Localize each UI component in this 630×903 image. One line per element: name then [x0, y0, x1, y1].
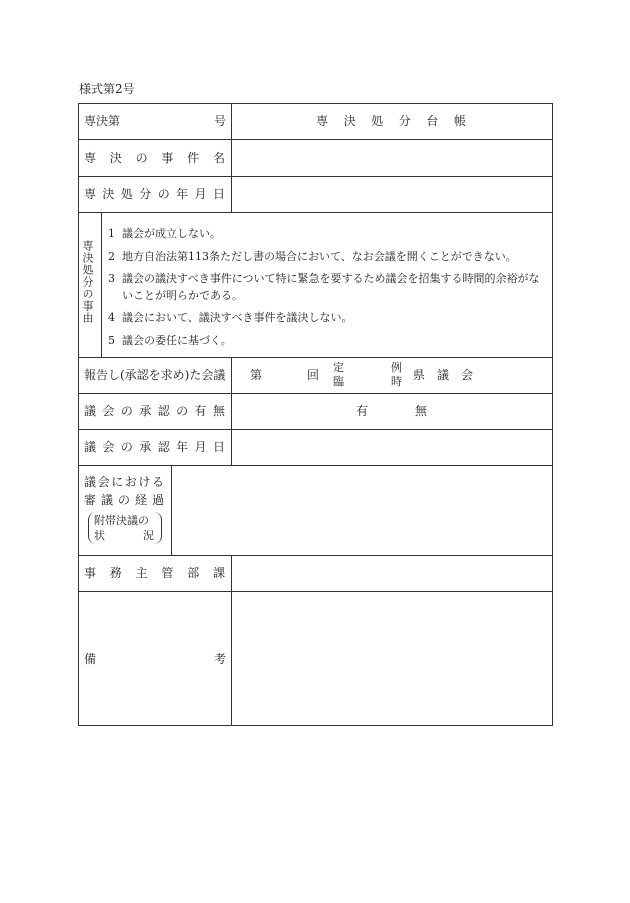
number-suffix: 号	[214, 114, 227, 128]
ledger-title	[316, 115, 466, 127]
report-meeting-label: 報告し(承認を求め)た会議	[84, 368, 226, 382]
approval-no[interactable]: 無	[415, 404, 428, 418]
reason-item[interactable]: 2 地方自治法第113条ただし書の場合において、なお会議を開くことができない。	[108, 249, 517, 263]
deliberation-label-line1: 議 会 に お け る	[84, 475, 164, 489]
approval-yes[interactable]: 有	[356, 404, 369, 418]
session-rinji[interactable]: 臨	[333, 375, 344, 388]
reason-item[interactable]: 4 議会において、議決すべき事件を議決しない。	[108, 311, 353, 324]
title-char: 処	[371, 114, 384, 128]
approval-date-field[interactable]	[232, 430, 552, 465]
remarks-label-left: 備	[84, 652, 97, 666]
number-prefix: 専決第	[84, 114, 121, 128]
session-teiji[interactable]: 定	[333, 361, 344, 374]
remarks-label-right: 考	[214, 652, 227, 666]
deliberation-label-line2: 審 議 の 経 過	[84, 493, 164, 507]
session-dai: 第	[250, 368, 263, 382]
title-char: 分	[398, 114, 411, 128]
disposal-date-field[interactable]	[232, 177, 552, 212]
reason-list	[108, 226, 548, 355]
title-char: 台	[426, 114, 439, 128]
session-ji: 時	[391, 375, 402, 388]
session-kai: 回	[307, 368, 320, 382]
reason-item[interactable]: 3 議会の議決すべき事件について特に緊急を要するため議会を招集する時間的余裕がないことが明らかである。	[108, 272, 540, 302]
department-field[interactable]	[232, 556, 552, 591]
department-label: 事 務 主 管 部 課	[84, 566, 225, 580]
session-rei: 例	[391, 361, 402, 374]
row-divider	[78, 393, 553, 394]
disposal-date-label: 専 決 処 分 の 年 月 日	[84, 187, 225, 201]
col-divider	[101, 212, 102, 357]
deliberation-field[interactable]	[172, 466, 552, 555]
matter-name-field[interactable]	[232, 140, 552, 176]
title-char: 専	[316, 114, 329, 128]
row-divider	[78, 357, 553, 358]
reason-label: 専決処分の事由	[81, 240, 94, 324]
form-number: 様式第2号	[79, 82, 135, 96]
reason-item[interactable]: 5 議会の委任に基づく。	[108, 333, 232, 347]
title-char: 決	[343, 114, 356, 128]
attached-resolution-line1: 附帯決議の	[94, 514, 149, 527]
remarks-field[interactable]	[232, 592, 552, 725]
approval-date-label: 議 会 の 承 認 年 月 日	[84, 440, 225, 454]
title-char: 帳	[453, 114, 466, 128]
reason-item[interactable]: 1 議会が成立しない。	[108, 227, 221, 240]
prefectural-assembly: 県 議 会	[413, 368, 473, 382]
matter-name-label: 専 決 の 事 件 名	[84, 151, 225, 165]
attached-resolution-line2: 状 況	[94, 529, 154, 542]
approval-label: 議 会 の 承 認 の 有 無	[84, 404, 225, 418]
row-divider	[78, 212, 553, 213]
